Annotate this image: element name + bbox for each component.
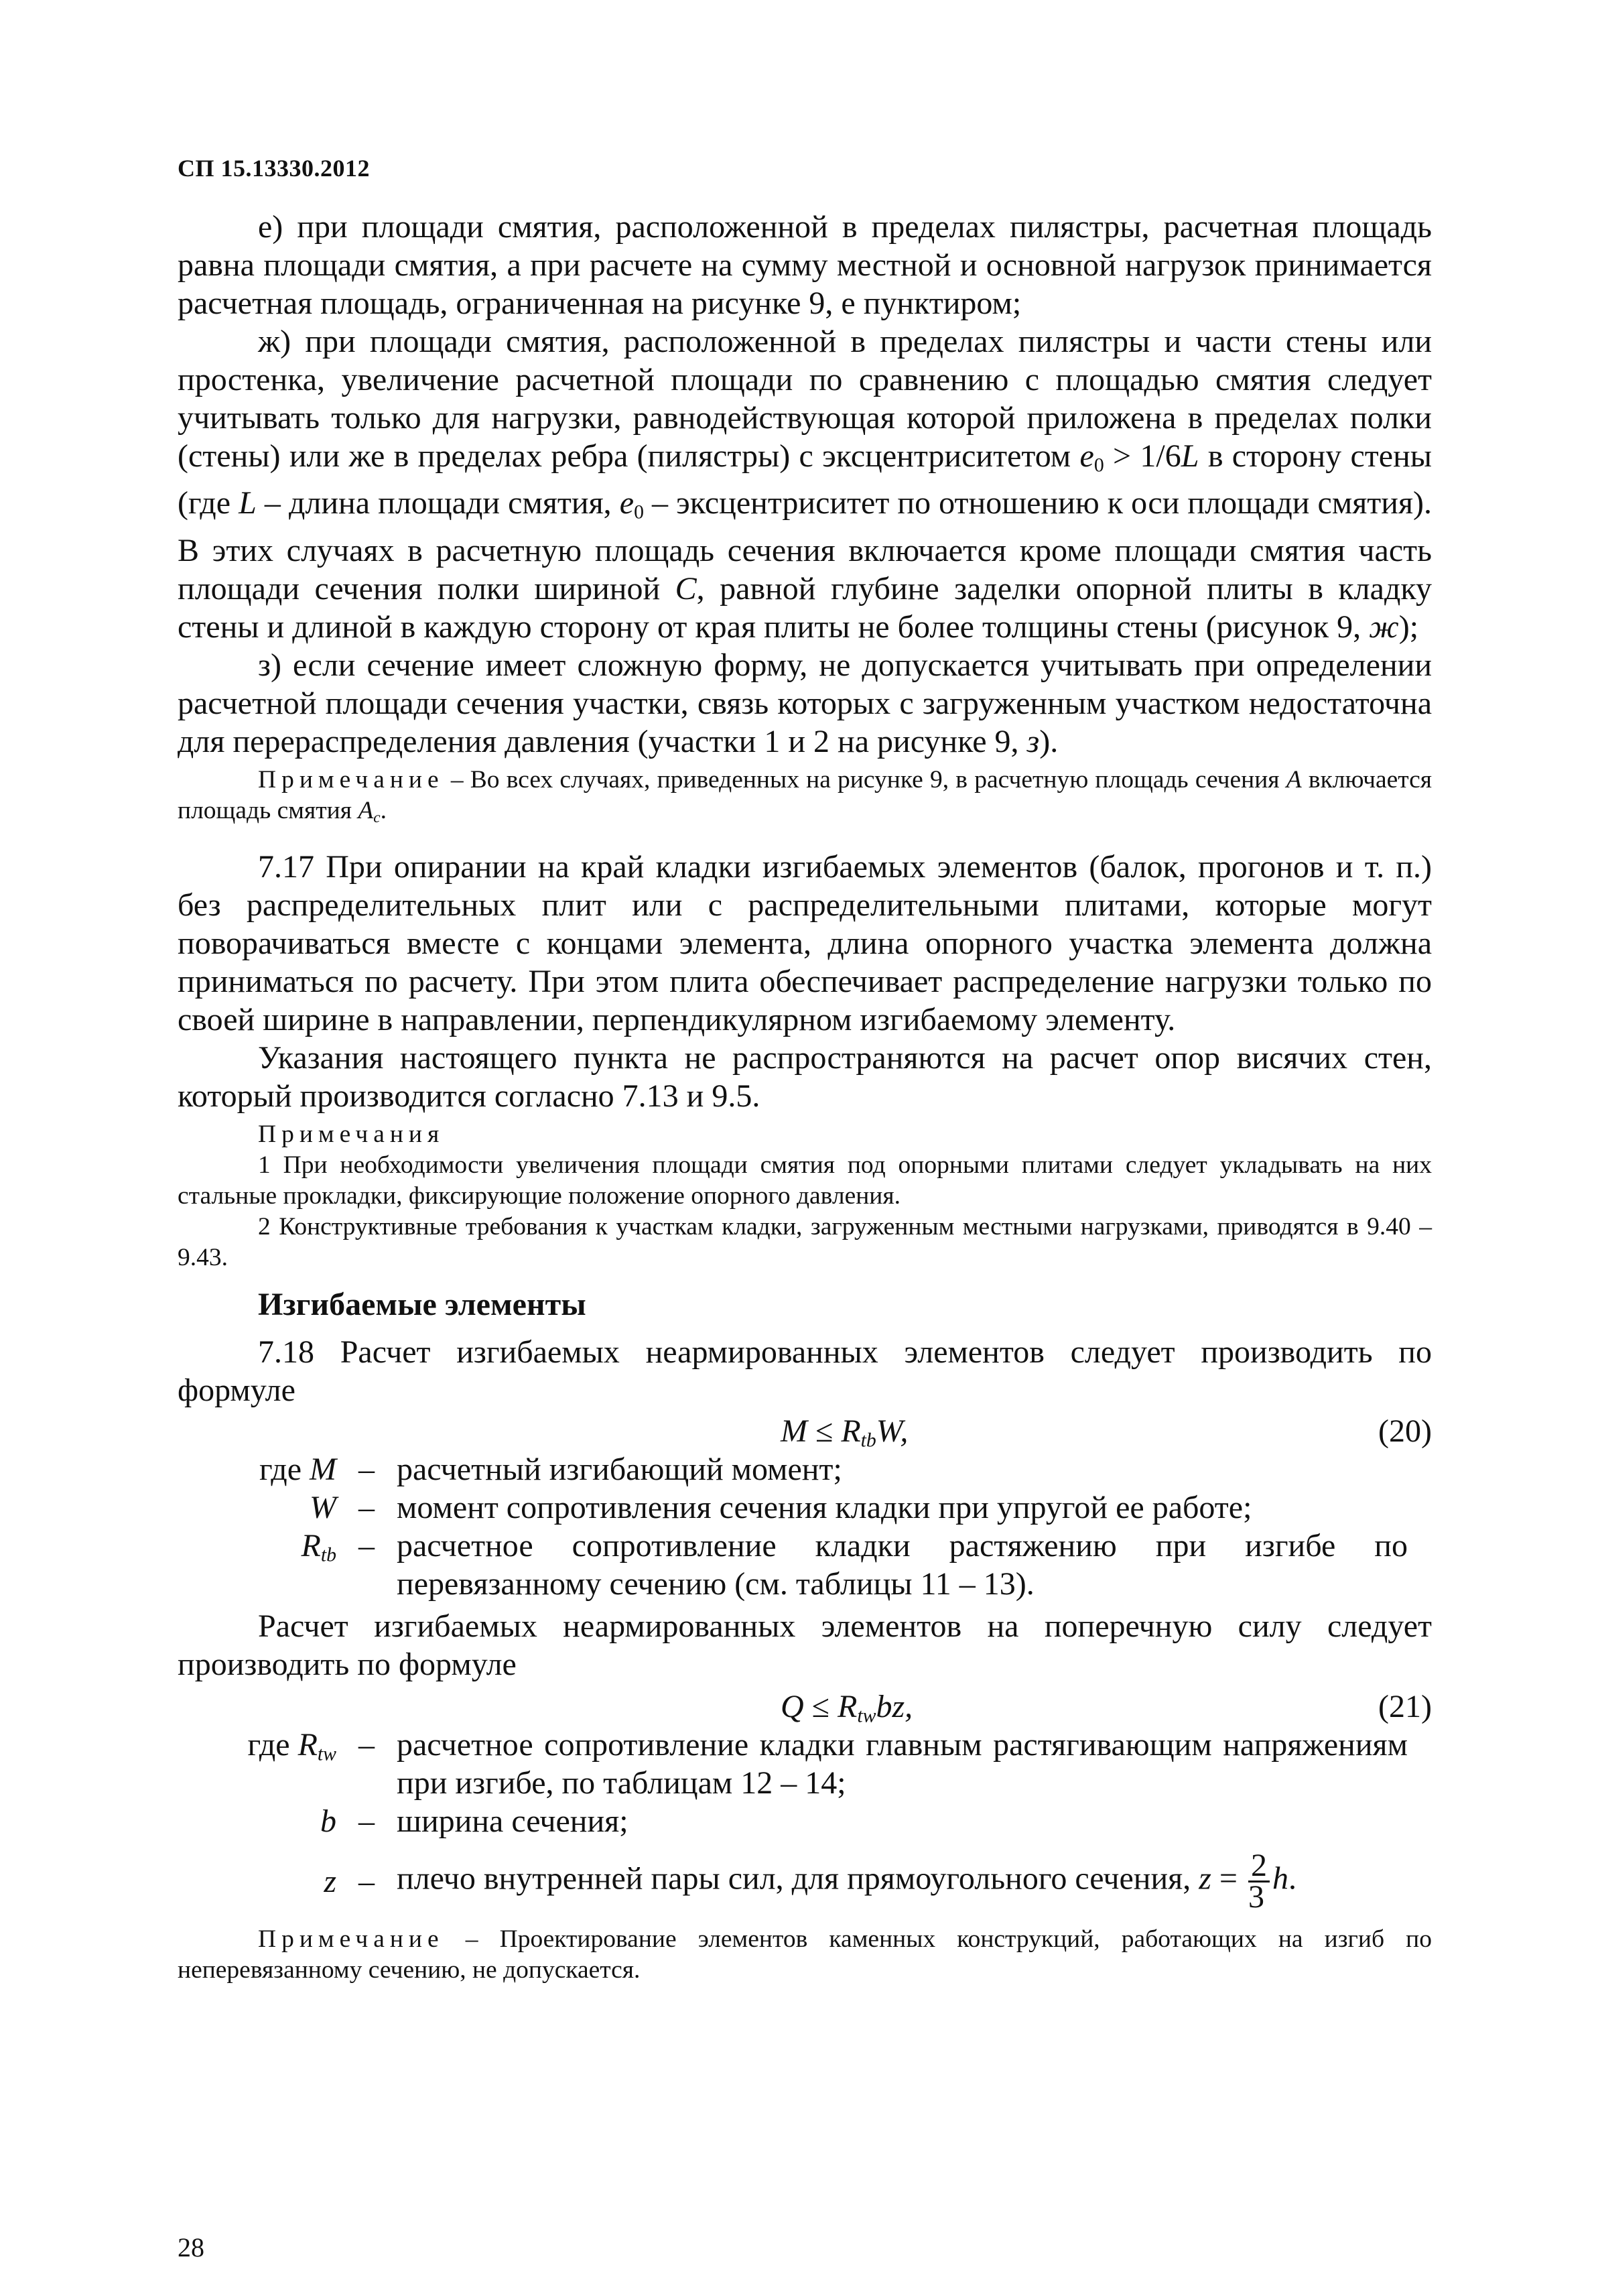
note-label: Примечание — [258, 1925, 444, 1953]
where-row: z – плечо внутренней пары сил, для прямоугольного сечения, z = $\frac{2}{3}$ h. — [324, 1847, 1296, 1915]
formula-20: $M \le R_{tb}W$, (20) — [781, 1413, 1432, 1452]
page-number: 28 — [178, 2232, 204, 2262]
note-unbonded-section: Примечание – Проектирование элементов каменных конструкций, работающих на изгиб по неперевязанному сечению, не допускается. — [178, 1925, 1432, 1984]
document-header: СП 15.13330.2012 — [178, 155, 370, 182]
note-item-2: 2 Конструктивные требования к участкам кладки, загруженным местными нагрузками, приводятся в 9.40 – 9.43. — [178, 1212, 1432, 1271]
note-label: Примечание — [258, 765, 444, 793]
note-item-1: 1 При необходимости увеличения площади смятия под опорными плитами следует укладывать на них стальные прокладки, фиксирующие положение опорного давления. — [178, 1151, 1432, 1210]
paragraph-e: е) при площади смятия, расположенной в пределах пилястры, расчетная площадь равна площади смятия, а при расчете на сумму местной и основной нагрузок принимается расчетная площадь, ограниченная на рисунке 9, е пунктиром; — [178, 209, 1432, 321]
notes-label: Примечания — [258, 1120, 445, 1148]
note-figure-9: Примечание – Во всех случаях, приведенных на рисунке 9, в расчетную площадь сечения A включается площадь смятия $A_c$. — [178, 765, 1432, 826]
where-row: W – момент сопротивления сечения кладки при упругой ее работе; — [310, 1489, 1252, 1525]
formula-21: $Q \le R_{tw}bz$, (21) — [781, 1688, 1432, 1727]
section-7-17-p1: 7.17 При опирании на край кладки изгибаемых элементов (балок, прогонов и т. п.) без распределительных плит или с распределительными плитами, которые могут поворачиваться вместе с концами элемента, длина опорного участка элемента должна приниматься по расчету. При этом плита обеспечивает распределение нагрузки только по своей ширине в направлении, перпендикулярном изгибаемому элементу. — [178, 848, 1432, 1037]
where-row: где M – расчетный изгибающий момент; — [259, 1451, 842, 1487]
document-body — [178, 208, 1432, 1986]
where-row: b – ширина сечения; — [320, 1803, 628, 1839]
where-row: где $R_{tw}$ – расчетное сопротивление кладки главным растягивающим напряжениям при изгибе, по таблицам 12 – 14; — [247, 1726, 1408, 1801]
where-list-20 — [178, 1450, 1432, 1603]
section-7-17-p2: Указания настоящего пункта не распространяются на расчет опор висячих стен, который производится согласно 7.13 и 9.5. — [178, 1039, 1432, 1114]
where-list-21 — [178, 1726, 1432, 1915]
formula-number: (20) — [1378, 1413, 1432, 1449]
paragraph-zh: ж) при площади смятия, расположенной в пределах пилястры и части стены или простенка, увеличение расчетной площади по сравнению с площадью смятия следует учитывать только для нагрузки, равнодействующая которой приложена в пределах полки (стены) или же в пределах ребра (пилястры) с эксцентриситетом $e_0 > 1/6L$ в сторону стены (где L – длина площади смятия, $e_0$ – эксцентриситет по отношению к оси площади смятия). В этих случаях в расчетную площадь сечения включается кроме площади смятия часть площади сечения полки шириной C, равной глубине заделки опорной плиты в кладку стены и длиной в каждую сторону от края плиты не более толщины стены (рисунок 9, ж); — [178, 324, 1433, 645]
section-7-18-p1: 7.18 Расчет изгибаемых неармированных элементов следует производить по формуле — [178, 1334, 1432, 1408]
formula-number: (21) — [1378, 1688, 1432, 1724]
notes-7-17 — [178, 1119, 1432, 1273]
paragraph-z: з) если сечение имеет сложную форму, не допускается учитывать при определении расчетной площади сечения участки, связь которых с загруженным участком недостаточна для перераспределения давления (участки 1 и 2 на рисунке 9, з). — [178, 647, 1432, 759]
section-heading: Изгибаемые элементы — [258, 1286, 586, 1322]
section-7-18-p2: Расчет изгибаемых неармированных элементов на поперечную силу следует производить по формуле — [178, 1608, 1432, 1682]
where-row: $R_{tb}$ – расчетное сопротивление кладки растяжению при изгибе по перевязанному сечению (см. таблицы 11 – 13). — [301, 1527, 1408, 1602]
fraction: $\frac{2}{3}$ — [1248, 1851, 1270, 1912]
